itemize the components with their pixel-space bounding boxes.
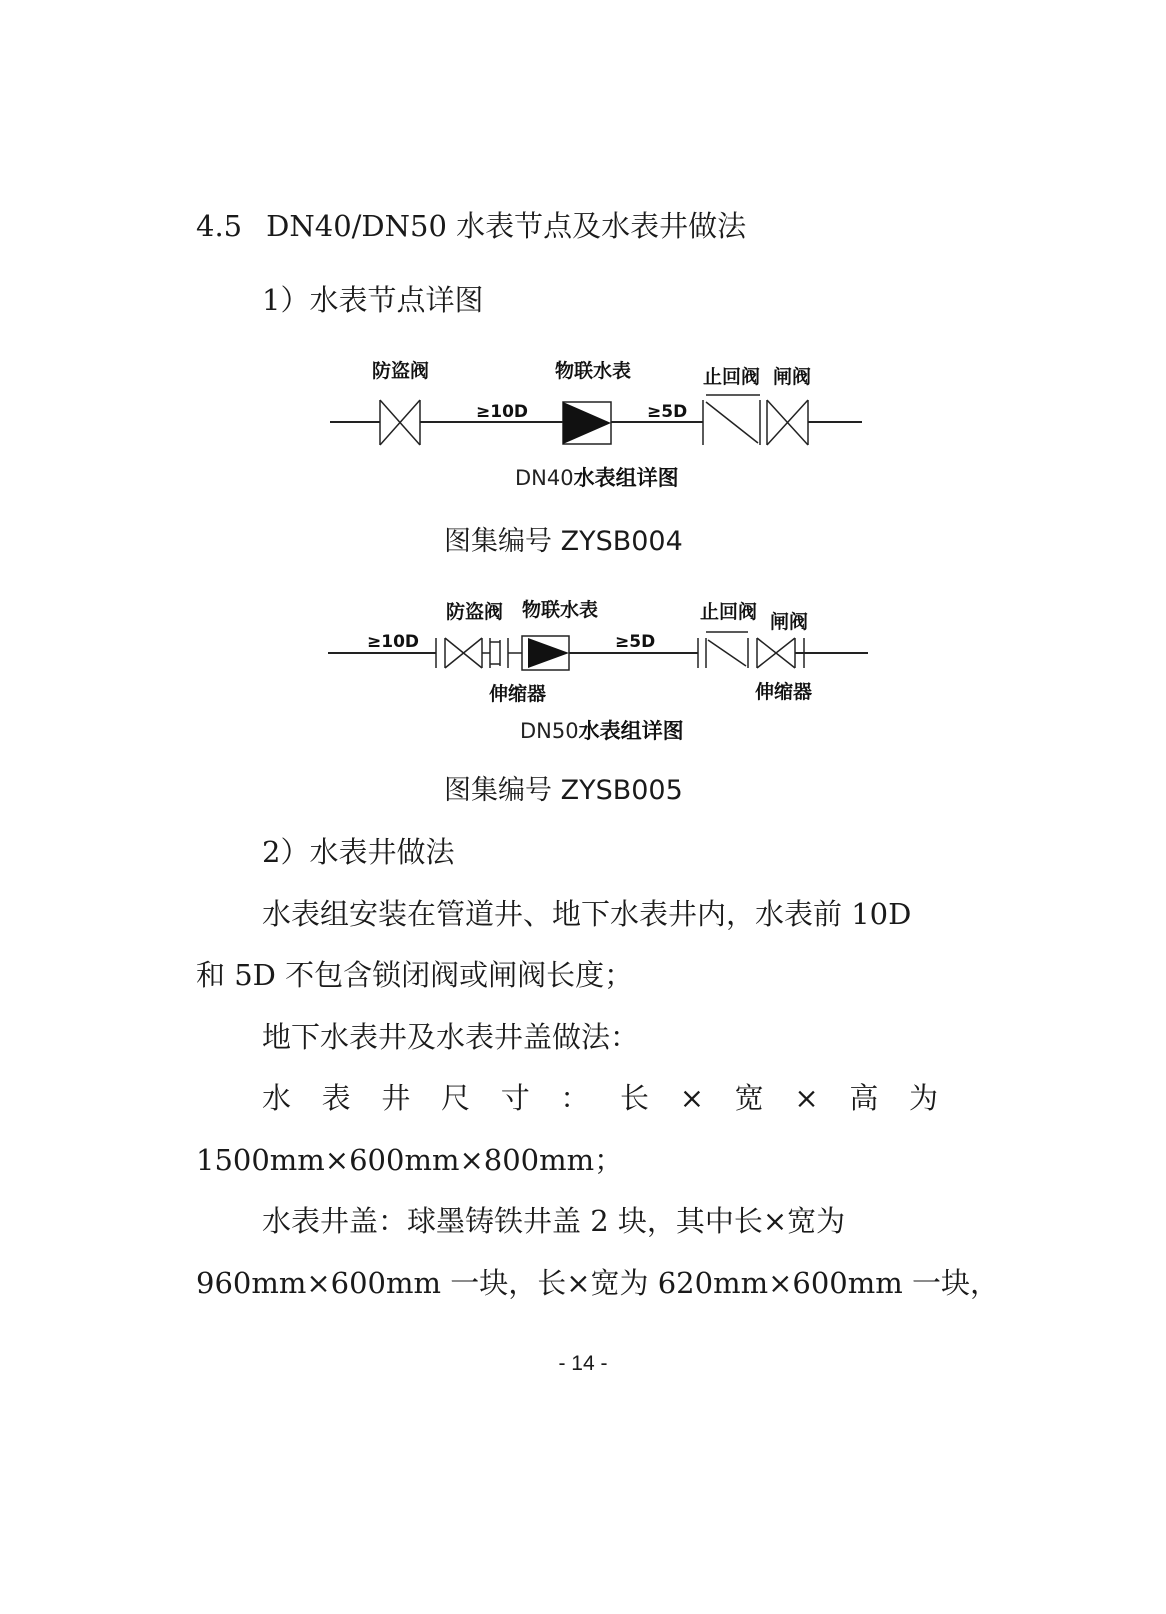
iot-water-meter-icon	[563, 402, 611, 444]
dn50-diagram-title	[520, 719, 684, 743]
well-size-char: 为	[908, 1081, 938, 1115]
section-heading	[196, 208, 746, 244]
subheading-meter-node-detail: 1）水表节点详图	[262, 283, 484, 317]
well-size-char: 水	[262, 1081, 292, 1115]
dn40-distance-back: ≥5D	[647, 402, 688, 422]
well-size-char: 长	[620, 1081, 650, 1115]
paragraph-install-line2: 和 5D 不包含锁闭阀或闸阀长度；	[196, 958, 634, 992]
dn50-title-suffix: 水表组详图	[578, 719, 684, 743]
dn50-label-iot-meter: 物联水表	[522, 599, 599, 621]
paragraph-well-cover-intro: 地下水表井及水表井盖做法：	[262, 1020, 640, 1054]
dn50-title-prefix: DN50	[520, 719, 579, 743]
paragraph-install-line1: 水表组安装在管道井、地下水表井内，水表前 10D	[262, 897, 912, 931]
dn50-meter-group-diagram	[0, 590, 1166, 750]
dn50-gate-valve-icon	[757, 638, 795, 668]
paragraph-well-cover-line2: 960mm×600mm 一块，长×宽为 620mm×600mm 一块，	[196, 1266, 999, 1300]
dn40-label-antitheft-valve: 防盗阀	[372, 360, 430, 382]
paragraph-well-cover-line1: 水表井盖：球墨铸铁井盖 2 块，其中长×宽为	[262, 1204, 846, 1238]
dn40-label-iot-meter: 物联水表	[555, 360, 632, 382]
paragraph-well-size-line1	[262, 1080, 938, 1116]
page-number: - 14 -	[558, 1352, 608, 1375]
dn50-label-expander-left: 伸缩器	[489, 683, 547, 705]
paragraph-well-size-line2: 1500mm×600mm×800mm；	[196, 1143, 624, 1177]
dn40-label-check-valve: 止回阀	[703, 366, 761, 388]
well-size-char: 宽	[734, 1081, 764, 1115]
well-size-char: ：	[560, 1081, 590, 1115]
antitheft-valve-icon	[380, 400, 420, 445]
gate-valve-icon	[767, 400, 808, 445]
dn40-distance-front: ≥10D	[476, 402, 529, 422]
dn50-iot-water-meter-icon	[508, 636, 569, 670]
section-number: 4.5	[196, 209, 243, 243]
check-valve-icon	[703, 395, 760, 445]
dn50-label-check-valve: 止回阀	[700, 601, 758, 623]
dn50-antitheft-valve-icon	[445, 638, 482, 668]
caption-atlas-number-dn50: 图集编号 ZYSB005	[444, 775, 683, 806]
dn50-check-valve-icon	[698, 632, 748, 668]
well-size-char: ×	[794, 1081, 819, 1115]
well-size-char: ×	[679, 1081, 705, 1115]
dn50-label-gate-valve: 闸阀	[770, 611, 809, 633]
dn40-meter-group-diagram	[0, 345, 1166, 505]
dn50-label-expander-right: 伸缩器	[755, 681, 813, 703]
dn40-label-gate-valve: 闸阀	[773, 366, 812, 388]
dn40-title-suffix: 水表组详图	[573, 466, 679, 490]
well-size-char: 尺	[441, 1081, 471, 1115]
dn50-distance-back: ≥5D	[615, 632, 656, 652]
well-size-char: 高	[849, 1081, 879, 1115]
well-size-char: 表	[321, 1081, 351, 1115]
dn40-diagram-title	[515, 466, 679, 490]
dn50-label-antitheft-valve: 防盗阀	[446, 601, 504, 623]
well-size-char: 寸	[500, 1081, 530, 1115]
subheading-meter-well-method: 2）水表井做法	[262, 835, 455, 869]
dn50-distance-front: ≥10D	[367, 632, 420, 652]
caption-atlas-number-dn40: 图集编号 ZYSB004	[444, 526, 683, 557]
dn40-title-prefix: DN40	[515, 466, 574, 490]
well-size-char: 井	[381, 1081, 411, 1115]
expansion-joint-icon	[490, 638, 508, 668]
section-title: DN40/DN50 水表节点及水表井做法	[266, 209, 747, 243]
